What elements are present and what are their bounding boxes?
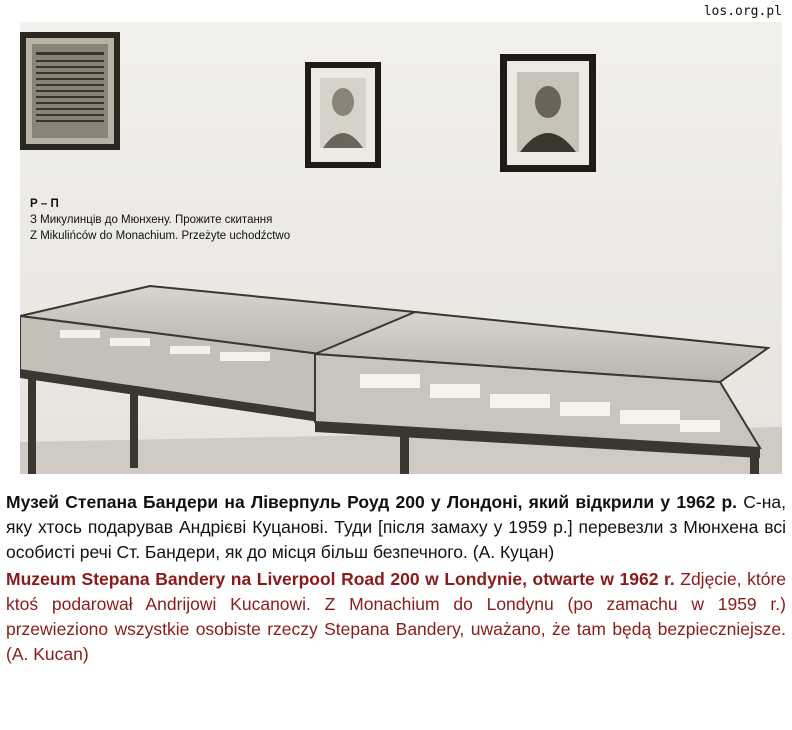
- caption-block: [6, 490, 786, 667]
- overlay-line-polish: Z Mikulińców do Monachium. Przeżyte uchodźctwo: [30, 230, 291, 242]
- portrait-frame-2: [500, 54, 596, 172]
- site-domain: los.org.pl: [703, 4, 782, 19]
- caption-polish-rest: Zdjęcie, które ktoś podarował Andrijowi Kucanowi. Z Monachium do Londynu (po zamachu w 1959 r.) przewieziono wszystkie osobiste rzeczy Stepana Bandery, uważano, że tam będą bezpieczniejsze. (A. Kucan): [6, 569, 787, 664]
- photo-overlay-caption: [30, 196, 290, 244]
- caption-polish-bold: Muzeum Stepana Bandery na Liverpool Road 200 w Londynie, otwarte w 1962 r.: [6, 569, 675, 589]
- overlay-code: Р – П: [30, 198, 59, 210]
- caption-polish: [6, 567, 786, 667]
- museum-photo: [20, 22, 782, 474]
- framed-certificate: [20, 32, 120, 150]
- portrait-frame-1: [305, 62, 381, 168]
- caption-ukrainian-rest: С-на, яку хтось подарував Андрієві Куцанові. Туди [після замаху у 1959 р.] перевезли з Мюнхена всі особисті речі Ст. Бандери, як до місця більш безпечного. (А. Куцан): [6, 492, 786, 562]
- overlay-line-ukrainian: З Микулинців до Мюнхену. Прожите скитання: [30, 214, 273, 226]
- caption-ukrainian-bold: Музей Степана Бандери на Ліверпуль Роуд 200 у Лондоні, який відкрили у 1962 р.: [6, 492, 738, 512]
- caption-ukrainian: [6, 490, 786, 565]
